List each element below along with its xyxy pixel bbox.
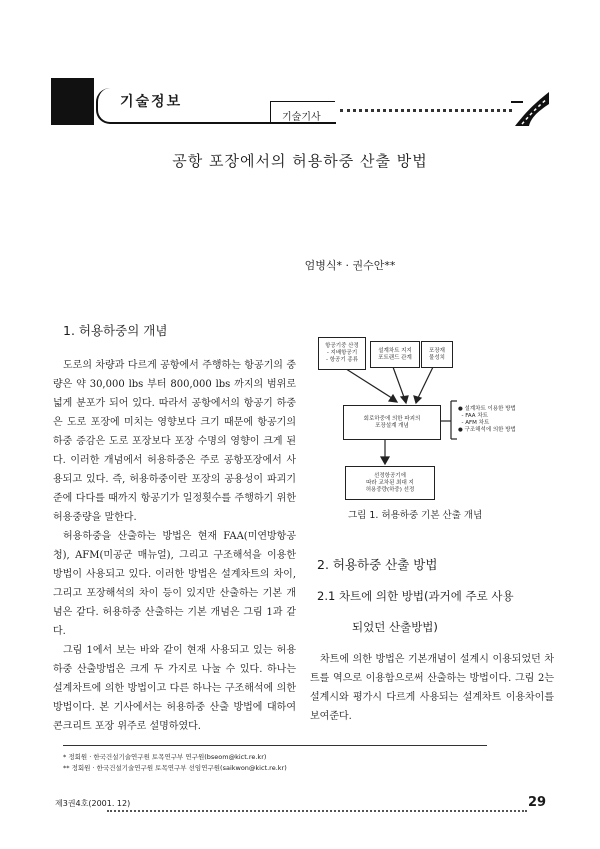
figure-box-concept: 회로하중에 의한 파괴의 포장설계 개념 xyxy=(343,405,441,440)
page-number: 29 xyxy=(528,795,547,810)
subsection-2-1-heading: 2.1 차트에 의한 방법(과거에 주로 사용 xyxy=(317,589,514,603)
figure-box-aircraft: 항공기중 산정 - 지배항공기 - 항공기 종류 xyxy=(318,337,366,370)
subsection-2-1-heading-cont: 되었던 산출방법) xyxy=(352,620,438,634)
section-1-body xyxy=(53,356,296,736)
article-title: 공항 포장에서의 허용하중 산출 방법 xyxy=(172,152,428,170)
road-icon xyxy=(509,86,553,130)
header-dotted-rule xyxy=(340,109,512,112)
figure-box-material: 포장재 물성치 xyxy=(421,341,453,368)
footnote-rule xyxy=(63,745,487,746)
footnote: * 정회원 · 한국건설기술연구원 토목연구부 연구원(bseom@kict.re.kr) xyxy=(63,753,267,761)
paragraph: 차트에 의한 방법은 기본개념이 설계시 이용되었던 차트를 역으로 이용함으로써 산출하는 방법이다. 그림 2는 설계시와 평가시 다르게 사용되는 설계차트 이용차이를 보여준다. xyxy=(310,654,554,722)
header-category: 기술기사 xyxy=(282,112,321,123)
figure-box-design-chart: 설계차트 지지 포트랜드 관계 xyxy=(370,341,420,368)
authors: 엄병식* · 권수안** xyxy=(304,259,396,272)
figure-box-result: 선정항공기에 따라 교차된 최대 지 허용중량(하중) 선정 xyxy=(345,466,435,500)
footer-dotted-rule xyxy=(107,810,527,812)
issue-info: 제3권4호(2001. 12) xyxy=(55,799,131,808)
paragraph: 그림 1에서 보는 바와 같이 현재 사용되고 있는 허용하중 산출방법은 크게 두 가지로 나눌 수 있다. 하나는 설계차트에 의한 방법이고 다른 하나는 구조해석에 의한 방법이다. 본 기사에서는 허용하중 산출 방법에 대하여 콘크리트 포장 위주로 설명하였다. xyxy=(53,645,296,732)
figure-1-caption: 그림 1. 허용하중 기본 산출 개념 xyxy=(348,510,483,521)
section-1-heading: 1. 허용하중의 개념 xyxy=(63,323,168,338)
figure-methods-list: ● 설계차트 이용한 방법 - FAA 차트 - AFM 차트 ● 구조해석에 의한 방법 xyxy=(458,395,550,445)
header-section-label: 기술정보 xyxy=(120,94,183,110)
paragraph: 도로의 차량과 다르게 공항에서 주행하는 항공기의 중량은 약 30,000 lbs 부터 800,000 lbs 까지의 범위로 넓게 분포가 되어 있다. 따라서 공항에서의 항공기 하중은 도로 포장에 미치는 영향보다 크기 때문에 항공기의 하중 증감은 도로 포장보다 포장 수명의 영향이 크게 된다. 이러한 개념에서 허용하중은 주로 공항포장에서 사용되고 있다. 즉, 허용하중이란 포장의 공용성이 파괴기준에 다다를 때까지 항공기가 일정횟수를 주행하기 위한 허용중량을 말한다. xyxy=(53,360,296,523)
paragraph: 허용하중을 산출하는 방법은 현재 FAA(미연방항공청), AFM(미공군 매뉴얼), 그리고 구조해석을 이용한 방법이 사용되고 있다. 이러한 방법은 설계차트의 차이, 그리고 포장해석의 차이 등이 있지만 산출하는 기본 개념은 같다. 허용하중 산출하는 기본 개념은 그림 1과 같다. xyxy=(53,531,296,637)
header-bar xyxy=(51,78,94,125)
section-2-body xyxy=(310,650,554,726)
section-2-heading: 2. 허용하중 산출 방법 xyxy=(317,557,438,572)
footnote: ** 정회원 · 한국건설기술연구원 토목연구부 선임연구원(saikwon@kict.re.kr) xyxy=(63,764,287,772)
